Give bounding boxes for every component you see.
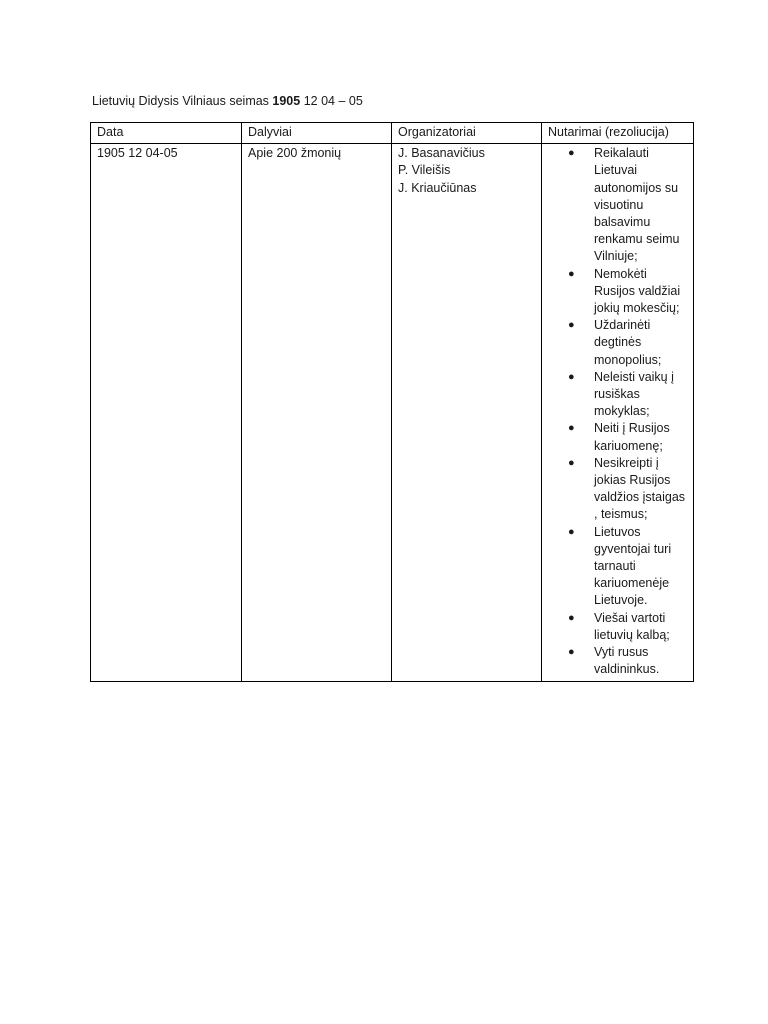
header-resolutions: Nutarimai (rezoliucija) xyxy=(542,123,694,144)
bullet-icon: ● xyxy=(568,611,575,624)
list-item: ● Nesikreipti į jokias Rusijos valdžios įstaigas , teismus; xyxy=(568,455,686,522)
list-item: ● Lietuvos gyventojai turi tarnauti kariuomenėje Lietuvoje. xyxy=(568,524,672,608)
bullet-icon: ● xyxy=(568,646,575,659)
header-organizers: Organizatoriai xyxy=(392,123,542,144)
bullet-icon: ● xyxy=(568,147,575,160)
cell-organizers xyxy=(392,144,542,681)
list-item: ● Reikalauti Lietuvai autonomijos su visuotinu balsavimu renkamu seimu Vilniuje; xyxy=(568,146,680,264)
bullet-icon: ● xyxy=(568,422,575,435)
bullet-icon: ● xyxy=(568,456,575,469)
title-year: 1905 xyxy=(272,94,301,108)
list-item: ● Nemokėti Rusijos valdžiai jokių mokesčių; xyxy=(568,266,681,316)
cell-participants: Apie 200 žmonių xyxy=(242,144,392,681)
table-header-row xyxy=(91,123,694,144)
bullet-icon: ● xyxy=(568,370,575,383)
document-title xyxy=(92,93,363,110)
cell-date: 1905 12 04-05 xyxy=(91,144,242,681)
title-prefix: Lietuvių Didysis Vilniaus seimas xyxy=(92,94,273,108)
list-item: ● Neiti į Rusijos kariuomenę; xyxy=(568,421,670,453)
title-suffix: 12 04 – 05 xyxy=(300,94,363,108)
list-item: ● Vyti rusus valdininkus. xyxy=(568,645,660,677)
organizer-name: J. Kriaučiūnas xyxy=(398,180,477,195)
resolutions-list xyxy=(548,145,687,678)
bullet-icon: ● xyxy=(568,525,575,538)
organizer-name: P. Vileišis xyxy=(398,163,451,178)
cell-resolutions xyxy=(542,144,694,681)
header-participants: Dalyviai xyxy=(242,123,392,144)
header-date: Data xyxy=(91,123,242,144)
list-item: ● Neleisti vaikų į rusiškas mokyklas; xyxy=(568,369,674,419)
list-item: ● Uždarinėti degtinės monopolius; xyxy=(568,318,662,367)
events-table xyxy=(90,122,694,682)
bullet-icon: ● xyxy=(568,319,575,332)
bullet-icon: ● xyxy=(568,267,575,280)
list-item: ● Viešai vartoti lietuvių kalbą; xyxy=(568,610,670,642)
table-row xyxy=(91,144,694,681)
organizer-name: J. Basanavičius xyxy=(398,146,485,161)
